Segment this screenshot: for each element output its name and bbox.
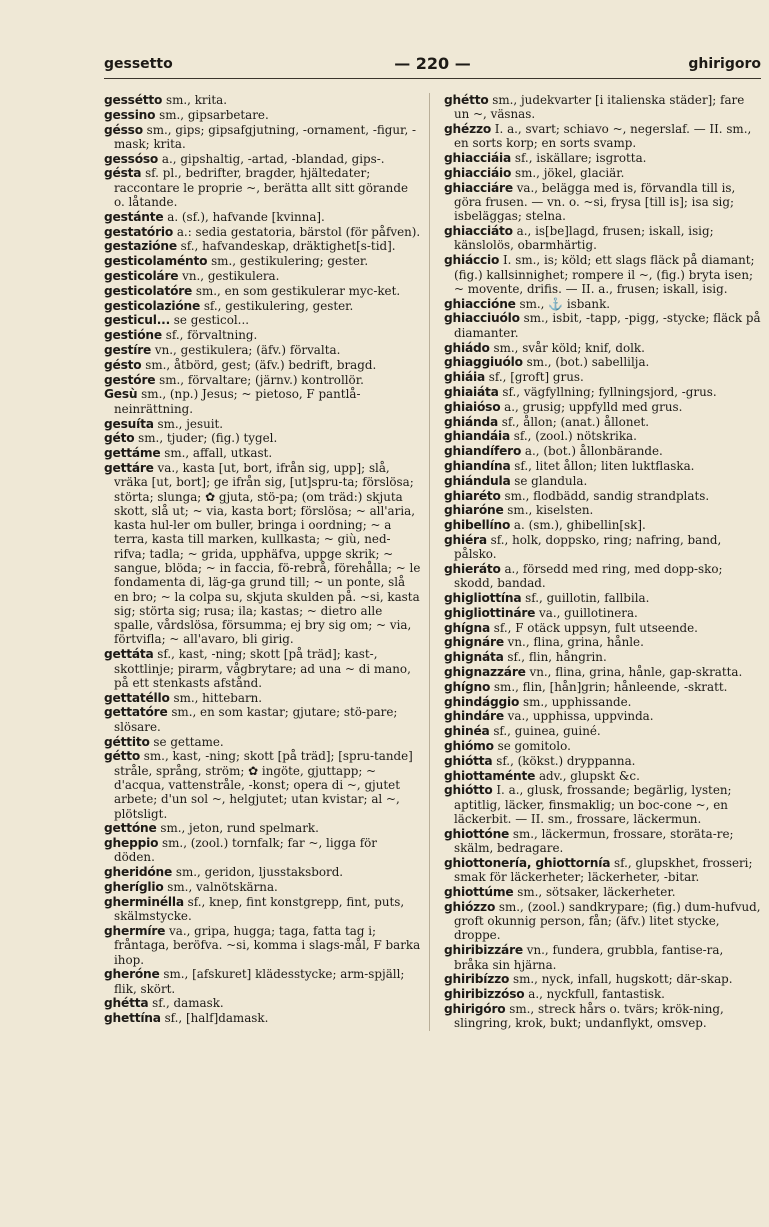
entry-definition: sm., flodbädd, sandig strandplats. [500, 488, 710, 503]
entry-definition: a., (bot.) ållonbärande. [521, 444, 663, 459]
entry-definition: sf., gestikulering, gester. [200, 298, 354, 313]
dictionary-entry [104, 691, 421, 705]
dictionary-entry [444, 151, 761, 165]
entry-headword: ghiándula [444, 473, 511, 488]
entry-definition: sf., flin, hångrin. [503, 650, 607, 665]
entry-definition: se gomitolo. [493, 739, 571, 754]
entry-definition: sf., förvaltning. [161, 328, 258, 343]
entry-headword: ghiacciáto [444, 224, 513, 239]
dictionary-entry [104, 749, 421, 820]
entry-headword: ghétta [104, 996, 149, 1011]
entry-headword: Gesù [104, 387, 138, 402]
entry-definition: sm., kiselsten. [503, 503, 594, 518]
dictionary-entry [444, 754, 761, 768]
entry-definition: sm., krita. [162, 93, 228, 107]
dictionary-entry [444, 621, 761, 635]
dictionary-entry [444, 987, 761, 1001]
entry-definition: sm., (bot.) sabellilja. [522, 355, 650, 370]
dictionary-entry [104, 299, 421, 313]
entry-definition: sm., affall, utkast. [160, 446, 273, 461]
entry-headword: ghigliottína [444, 591, 522, 606]
entry-definition: vn., flina, grina, hånle. [503, 635, 644, 650]
entry-definition: a.: sedia gestatoria, bärstol (för påfven). [173, 224, 421, 239]
dictionary-entry [444, 166, 761, 180]
entry-headword: ghiánda [444, 414, 499, 429]
entry-headword: gheríglio [104, 880, 164, 895]
dictionary-entry [104, 123, 421, 152]
entry-headword: ghettína [104, 1011, 161, 1026]
dictionary-entry [444, 591, 761, 605]
entry-headword: gesticoláre [104, 269, 179, 284]
entry-definition: a., grusig; uppfylld med grus. [500, 399, 683, 414]
entry-definition: sm., en som kastar; gjutare; stö-pare; slösare. [114, 705, 398, 734]
dictionary-entry [444, 122, 761, 151]
entry-definition: sm., kast, -ning; skott [på träd]; [spru-tande] stråle, språng, ström; ✿ ingöte, gjuttapp; ~ d'acqua, vattenstråle, -konst; opera di ~, gjutet arbete; d'un sol ~, helgjutet; utan kvistar; al ~, plötsligt. [114, 749, 413, 821]
dictionary-entry [444, 769, 761, 783]
entry-definition: sm., gestikulering; gester. [207, 254, 369, 269]
entry-definition: vn., gestikulera; (äfv.) förvalta. [151, 343, 341, 358]
dictionary-entry [104, 166, 421, 209]
entry-definition: sf., (kökst.) dryppanna. [492, 753, 636, 768]
entry-definition: sf., damask. [148, 996, 224, 1011]
entry-definition: sm., judekvarter [i italienska städer]; fare un ~, väsnas. [454, 93, 745, 122]
entry-definition: a., nyckfull, fantastisk. [524, 987, 665, 1002]
entry-definition: sf., (zool.) nötskrika. [510, 429, 637, 444]
entry-definition: se glandula. [510, 473, 588, 488]
dictionary-entry [444, 400, 761, 414]
entry-definition: va., gripa, hugga; taga, fatta tag i; fråntaga, beröfva. ~si, komma i slags-mål, F barka ihop. [114, 923, 421, 967]
dictionary-entry [104, 93, 421, 107]
entry-headword: ghiótto [444, 783, 493, 798]
dictionary-entry [104, 269, 421, 283]
entry-headword: ghibellíno [444, 518, 511, 533]
dictionary-entry [444, 459, 761, 473]
entry-definition: I. a., svart; schiavo ~, negerslaf. — II. sm., en sorts korp; en sorts svamp. [454, 122, 752, 151]
entry-headword: gettóne [104, 821, 157, 836]
entry-definition: sm., jökel, glaciär. [511, 165, 625, 180]
entry-headword: géttito [104, 734, 150, 749]
entry-definition: sm., [afskuret] klädesstycke; arm-spjäll; flik, skört. [114, 967, 405, 996]
entry-headword: ghindággio [444, 694, 520, 709]
entry-definition: sm., isbit, -tapp, -pigg, -stycke; fläck på diamanter. [454, 311, 761, 340]
dictionary-entry [444, 474, 761, 488]
dictionary-entry [444, 827, 761, 856]
entry-definition: sm., jeton, rund spelmark. [156, 821, 319, 836]
entry-definition: sf., F otäck uppsyn, fult utseende. [490, 620, 698, 635]
dictionary-entry [444, 739, 761, 753]
entry-headword: ghignáta [444, 650, 504, 665]
entry-definition: sf., [half]damask. [160, 1011, 269, 1026]
dictionary-entry [104, 108, 421, 122]
entry-headword: ghiribízzo [444, 972, 510, 987]
entry-definition: sm., åtbörd, gest; (äfv.) bedrift, bragd. [141, 357, 377, 372]
dictionary-entry [104, 880, 421, 894]
entry-headword: ghiáccio [444, 253, 500, 268]
entry-definition: a., is[be]lagd, frusen; iskall, isig; känslolös, obarmhärtig. [454, 224, 714, 253]
entry-headword: gestánte [104, 209, 164, 224]
entry-headword: gheróne [104, 967, 160, 982]
entry-headword: ghiacciáio [444, 165, 512, 180]
dictionary-entry [104, 313, 421, 327]
dictionary-entry [104, 821, 421, 835]
entry-headword: ghindáre [444, 709, 504, 724]
dictionary-entry [444, 429, 761, 443]
dictionary-entry [444, 783, 761, 826]
entry-definition: sm., läckermun, frossare, storäta-re; skälm, bedragare. [454, 826, 734, 856]
entry-definition: va., guillotinera. [535, 605, 638, 620]
dictionary-entry [444, 518, 761, 532]
entry-definition: sm., en som gestikulerar myc-ket. [192, 283, 401, 298]
entry-headword: ghígna [444, 620, 491, 635]
dictionary-entry [104, 647, 421, 690]
dictionary-entry [444, 224, 761, 253]
entry-headword: gestóre [104, 372, 156, 387]
entry-headword: ghiéra [444, 532, 487, 547]
dictionary-entry [104, 1011, 421, 1025]
entry-headword: gesticolazióne [104, 298, 201, 313]
entry-headword: ghiótta [444, 753, 493, 768]
dictionary-entry [104, 417, 421, 431]
dictionary-entry [104, 967, 421, 996]
entry-headword: ghiaióso [444, 399, 501, 414]
dictionary-entry [444, 680, 761, 694]
dictionary-entry [104, 996, 421, 1010]
dictionary-entry [104, 895, 421, 924]
dictionary-entry [444, 943, 761, 972]
dictionary-entry [104, 865, 421, 879]
entry-definition: adv., glupskt &c. [535, 768, 640, 783]
entry-headword: ghiandífero [444, 444, 522, 459]
dictionary-entry [104, 343, 421, 357]
page-number: — 220 — [394, 54, 471, 73]
entry-definition: sf. pl., bedrifter, bragder, hjältedater; raccontare le proprie ~, berätta allt sitt görande o. låtande. [114, 166, 408, 210]
entry-definition: va., upphissa, uppvinda. [503, 709, 654, 724]
dictionary-entry [444, 444, 761, 458]
entry-definition: a. (sm.), ghibellin[sk]. [510, 518, 646, 533]
dictionary-entry [104, 924, 421, 967]
entry-headword: gheppio [104, 836, 159, 851]
entry-headword: gésto [104, 357, 142, 372]
entry-definition: va., kasta [ut, bort, ifrån sig, upp]; slå, vräka [ut, bort]; ge ifrån sig, [ut]spru-ta; förslösa; störta; slunga; ✿ gjuta, stö-pa; (om träd:) skjuta skott, slå ut; ~ via, kasta bort; förslösa; ~ all'aria, kasta hul-ler om buller, bringa i oordning; ~ a terra, kasta till marken, kullkasta; ~ giù, ned-rifva; tadla; ~ grida, upphäfva, uppge skrik; ~ sangue, blöda; ~ in faccia, fö-rebrå, förehålla; ~ le fondamenta di, läg-ga grund till; ~ un ponte, slå en bro; ~ la colpa su, skjuta skulden på. ~si, kasta sig; störta sig; rusa; ila; kastas; ~ dietro alle spalle, vårdslösa, försumma; ej bry sig om; ~ via, förtvifla; ~ all'avaro, bli girig. [114, 460, 421, 647]
entry-headword: gettáme [104, 446, 161, 461]
entry-definition: sf., knep, fint konstgrepp, fint, puts, skälmstycke. [114, 894, 405, 924]
entry-definition: vn., flina, grina, hånle, gap-skratta. [525, 665, 743, 680]
dictionary-entry [444, 856, 761, 885]
dictionary-entry [444, 370, 761, 384]
entry-definition: sf., ållon; (anat.) ållonet. [498, 414, 650, 429]
dictionary-entry [104, 431, 421, 445]
entry-headword: ghiaréto [444, 488, 501, 503]
entry-headword: ghiribizzóso [444, 987, 525, 1002]
entry-headword: ghiandáia [444, 429, 511, 444]
entry-definition: sm., tjuder; (fig.) tygel. [134, 431, 278, 446]
entry-definition: sm., upphissande. [519, 694, 632, 709]
entry-headword: ghignáre [444, 635, 504, 650]
entry-headword: ghiaggiuólo [444, 355, 523, 370]
dictionary-entry [444, 885, 761, 899]
entry-headword: gessóso [104, 151, 159, 166]
entry-definition: sm., ⚓ isbank. [515, 296, 611, 311]
entry-headword: ghirigóro [444, 1001, 506, 1016]
entry-headword: gestióne [104, 328, 162, 343]
entry-headword: ghiottóne [444, 826, 510, 841]
entry-definition: sm., streck hårs o. tvärs; krök-ning, slingring, krok, bukt; undanflykt, omsvep. [454, 1001, 724, 1031]
entry-headword: gessétto [104, 93, 163, 107]
entry-definition: se gettame. [149, 734, 224, 749]
columns [104, 93, 761, 1031]
entry-definition: sm., sötsaker, läckerheter. [513, 885, 676, 900]
dictionary-entry [444, 900, 761, 943]
entry-headword: ghinéa [444, 724, 490, 739]
dictionary-entry [444, 341, 761, 355]
entry-definition: sf., iskällare; isgrotta. [511, 151, 647, 166]
entry-definition: sm., hittebarn. [169, 690, 263, 705]
entry-headword: ghiaiáta [444, 384, 499, 399]
entry-definition: a., gipshaltig, -artad, -blandad, gips-. [158, 151, 385, 166]
entry-headword: géto [104, 431, 135, 446]
entry-definition: sm., gips; gipsafgjutning, -ornament, -figur, -mask; krita. [114, 122, 417, 151]
entry-headword: ghiottaménte [444, 768, 536, 783]
entry-headword: ghiózzo [444, 899, 496, 914]
entry-definition: a., försedd med ring, med dopp-sko; skodd, bandad. [454, 562, 723, 591]
entry-definition: sm., förvaltare; (järnv.) kontrollör. [155, 372, 364, 387]
dictionary-entry [444, 311, 761, 340]
dictionary-entry [104, 735, 421, 749]
dictionary-entry [444, 972, 761, 986]
entry-headword: gesuíta [104, 416, 154, 431]
entry-headword: ghiaccióne [444, 296, 516, 311]
entry-definition: sm., (zool.) sandkrypare; (fig.) dum-hufvud, groft okunnig person, fån; (äfv.) litet stycke, droppe. [454, 899, 761, 943]
left-column [104, 93, 430, 1031]
dictionary-entry [104, 152, 421, 166]
entry-headword: ghiaróne [444, 503, 504, 518]
entry-definition: sf., guillotin, fallbila. [521, 591, 650, 606]
dictionary-entry [444, 489, 761, 503]
entry-headword: gesticul... [104, 313, 171, 328]
entry-definition: sm., geridon, ljusstaksbord. [172, 865, 344, 880]
dictionary-entry [444, 606, 761, 620]
entry-headword: ghiómo [444, 739, 494, 754]
entry-definition: se gesticol... [170, 313, 250, 328]
dictionary-entry [444, 503, 761, 517]
entry-headword: ghézzo [444, 122, 492, 137]
entry-headword: ghermíre [104, 923, 166, 938]
entry-headword: gésso [104, 122, 143, 137]
dictionary-entry [444, 665, 761, 679]
dictionary-entry [444, 415, 761, 429]
page-header [104, 54, 761, 79]
dictionary-entry [444, 533, 761, 562]
entry-headword: gestíre [104, 343, 152, 358]
entry-headword: gheridóne [104, 865, 173, 880]
dictionary-entry [104, 328, 421, 342]
entry-definition: sf., vägfyllning; fyllningsjord, -grus. [498, 384, 717, 399]
entry-definition: I. a., glusk, frossande; begärlig, lysten; aptitlig, läcker, finsmaklig; un boc-cone ~, en läckerbit. — II. sm., frossare, läckermun. [454, 783, 732, 827]
dictionary-entry [104, 239, 421, 253]
entry-headword: gettatóre [104, 705, 168, 720]
dictionary-entry [104, 284, 421, 298]
entry-definition: sm., svår köld; knif, dolk. [489, 340, 645, 355]
dictionary-entry [444, 93, 761, 122]
entry-definition: vn., fundera, grubbla, fantise-ra, bråka sin hjärna. [454, 943, 724, 972]
dictionary-entry [444, 355, 761, 369]
entry-definition: I. sm., is; köld; ett slags fläck på diamant; (fig.) kallsinnighet; rompere il ~, (fig.) bryta isen; ~ movente, drifis. — II. a., frusen; iskall, isig. [454, 253, 755, 296]
dictionary-entry [444, 297, 761, 311]
entry-definition: sf., litet ållon; liten luktflaska. [510, 458, 695, 473]
entry-definition: a. (sf.), hafvande [kvinna]. [163, 209, 325, 224]
dictionary-entry [444, 1002, 761, 1031]
dictionary-entry [444, 724, 761, 738]
right-column [444, 93, 761, 1031]
dictionary-entry [104, 836, 421, 865]
dictionary-entry [104, 373, 421, 387]
entry-headword: gettáre [104, 460, 154, 475]
dictionary-entry [104, 358, 421, 372]
dictionary-entry [444, 695, 761, 709]
dictionary-entry [444, 562, 761, 591]
entry-headword: ghignazzáre [444, 665, 526, 680]
header-last-word: ghirigoro [688, 56, 761, 72]
entry-definition: sm., valnötskärna. [163, 880, 278, 895]
dictionary-entry [104, 461, 421, 647]
entry-headword: ghiacciáia [444, 151, 512, 166]
entry-headword: ghigliottináre [444, 605, 536, 620]
entry-definition: sm., (zool.) tornfalk; far ~, ligga för döden. [114, 836, 377, 865]
entry-headword: ghiádo [444, 340, 490, 355]
entry-headword: ghiottúme [444, 885, 514, 900]
entry-headword: ghiandína [444, 458, 511, 473]
entry-headword: gettatéllo [104, 690, 170, 705]
entry-headword: gettáta [104, 647, 154, 662]
dictionary-entry [444, 181, 761, 224]
entry-headword: gessino [104, 107, 156, 122]
entry-headword: ghiottonería, ghiottornía [444, 855, 611, 870]
entry-definition: sm., flin, [hån]grin; hånleende, -skratt. [490, 679, 728, 694]
entry-definition: sm., gipsarbetare. [155, 107, 269, 122]
entry-definition: sm., jesuit. [153, 416, 224, 431]
entry-headword: ghiacciáre [444, 180, 513, 195]
entry-definition: sf., hafvandeskap, dräktighet[s-tid]. [176, 239, 396, 254]
entry-definition: sf., glupskhet, frosseri; smak för läckerheter; läckerheter, -bitar. [454, 855, 753, 885]
entry-headword: gestatório [104, 224, 174, 239]
dictionary-entry [444, 253, 761, 296]
entry-definition: sf., kast, -ning; skott [på träd]; kast-, skottlinje; pirarm, vågbrytare; ad una ~ di mano, på ett stenkasts afstånd. [114, 647, 411, 690]
dictionary-entry [104, 210, 421, 224]
entry-definition: sf., holk, doppsko, ring; nafring, band, pålsko. [454, 532, 722, 562]
dictionary-entry [104, 225, 421, 239]
entry-headword: ghiacciuólo [444, 311, 520, 326]
entry-definition: va., belägga med is, förvandla till is, göra frusen. — vn. o. ~si, frysa [till is]; isa sig; isbeläggas; stelna. [454, 180, 736, 224]
entry-definition: sm., nyck, infall, hugskott; där-skap. [509, 972, 733, 987]
dictionary-entry [104, 446, 421, 460]
entry-headword: gésta [104, 166, 142, 181]
entry-headword: ghígno [444, 679, 491, 694]
entry-headword: ghieráto [444, 562, 501, 576]
entry-definition: sm., (np.) Jesus; ~ pietoso, F pantlå-neinrättning. [114, 387, 361, 416]
entry-headword: gesticolaménto [104, 254, 208, 269]
entry-headword: ghétto [444, 93, 489, 107]
dictionary-entry [104, 705, 421, 734]
entry-headword: gestazióne [104, 239, 177, 254]
dictionary-entry [104, 254, 421, 268]
entry-definition: sf., guinea, guiné. [489, 724, 601, 739]
entry-headword: gétto [104, 749, 141, 764]
entry-headword: ghiribizzáre [444, 943, 523, 958]
entry-definition: vn., gestikulera. [178, 269, 280, 284]
entry-headword: ghiáia [444, 370, 486, 385]
dictionary-entry [444, 385, 761, 399]
dictionary-entry [104, 387, 421, 416]
dictionary-entry [444, 635, 761, 649]
entry-headword: gesticolatóre [104, 283, 193, 298]
dictionary-entry [444, 650, 761, 664]
entry-headword: gherminélla [104, 894, 184, 909]
header-first-word: gessetto [104, 56, 173, 72]
entry-definition: sf., [groft] grus. [485, 370, 584, 385]
dictionary-entry [444, 709, 761, 723]
